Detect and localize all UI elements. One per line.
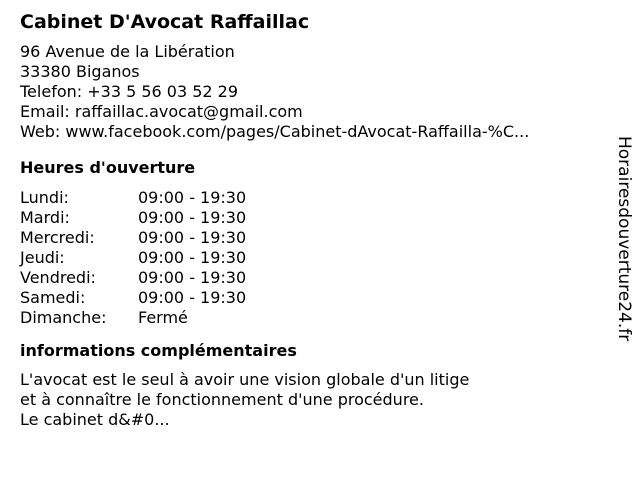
hours-time: 09:00 - 19:30	[138, 268, 247, 287]
hours-row	[20, 208, 610, 228]
web-line: Web: www.facebook.com/pages/Cabinet-dAvocat-Raffailla-%C...	[20, 122, 530, 141]
hours-row	[20, 248, 610, 268]
hours-day: Mercredi:	[20, 228, 95, 247]
info-line: L'avocat est le seul à avoir une vision globale d'un litige	[20, 370, 470, 389]
info-description	[20, 370, 610, 430]
hours-time: 09:00 - 19:30	[138, 188, 247, 207]
hours-day: Lundi:	[20, 188, 69, 207]
info-line: Le cabinet d&#0...	[20, 410, 170, 429]
hours-row	[20, 308, 610, 328]
hours-table	[20, 188, 610, 328]
hours-time: 09:00 - 19:30	[138, 288, 247, 307]
hours-row	[20, 188, 610, 208]
info-heading: informations complémentaires	[20, 341, 297, 360]
hours-day: Jeudi:	[20, 248, 65, 267]
hours-time: 09:00 - 19:30	[138, 228, 247, 247]
hours-day: Mardi:	[20, 208, 70, 227]
info-line: et à connaître le fonctionnement d'une procédure.	[20, 390, 424, 409]
hours-day: Vendredi:	[20, 268, 96, 287]
hours-time: Fermé	[138, 308, 188, 327]
hours-time: 09:00 - 19:30	[138, 248, 247, 267]
business-card	[20, 11, 610, 430]
hours-row	[20, 268, 610, 288]
hours-day: Samedi:	[20, 288, 86, 307]
address-line-2: 33380 Biganos	[20, 62, 140, 81]
email-line: Email: raffaillac.avocat@gmail.com	[20, 102, 303, 121]
hours-time: 09:00 - 19:30	[138, 208, 247, 227]
hours-row	[20, 228, 610, 248]
hours-row	[20, 288, 610, 308]
hours-day: Dimanche:	[20, 308, 107, 327]
phone-line: Telefon: +33 5 56 03 52 29	[20, 82, 239, 101]
site-watermark: Horairesdouverture24.fr	[614, 136, 634, 342]
address-line-1: 96 Avenue de la Libération	[20, 42, 235, 61]
hours-heading: Heures d'ouverture	[20, 158, 196, 177]
business-name: Cabinet D'Avocat Raffaillac	[20, 11, 310, 33]
